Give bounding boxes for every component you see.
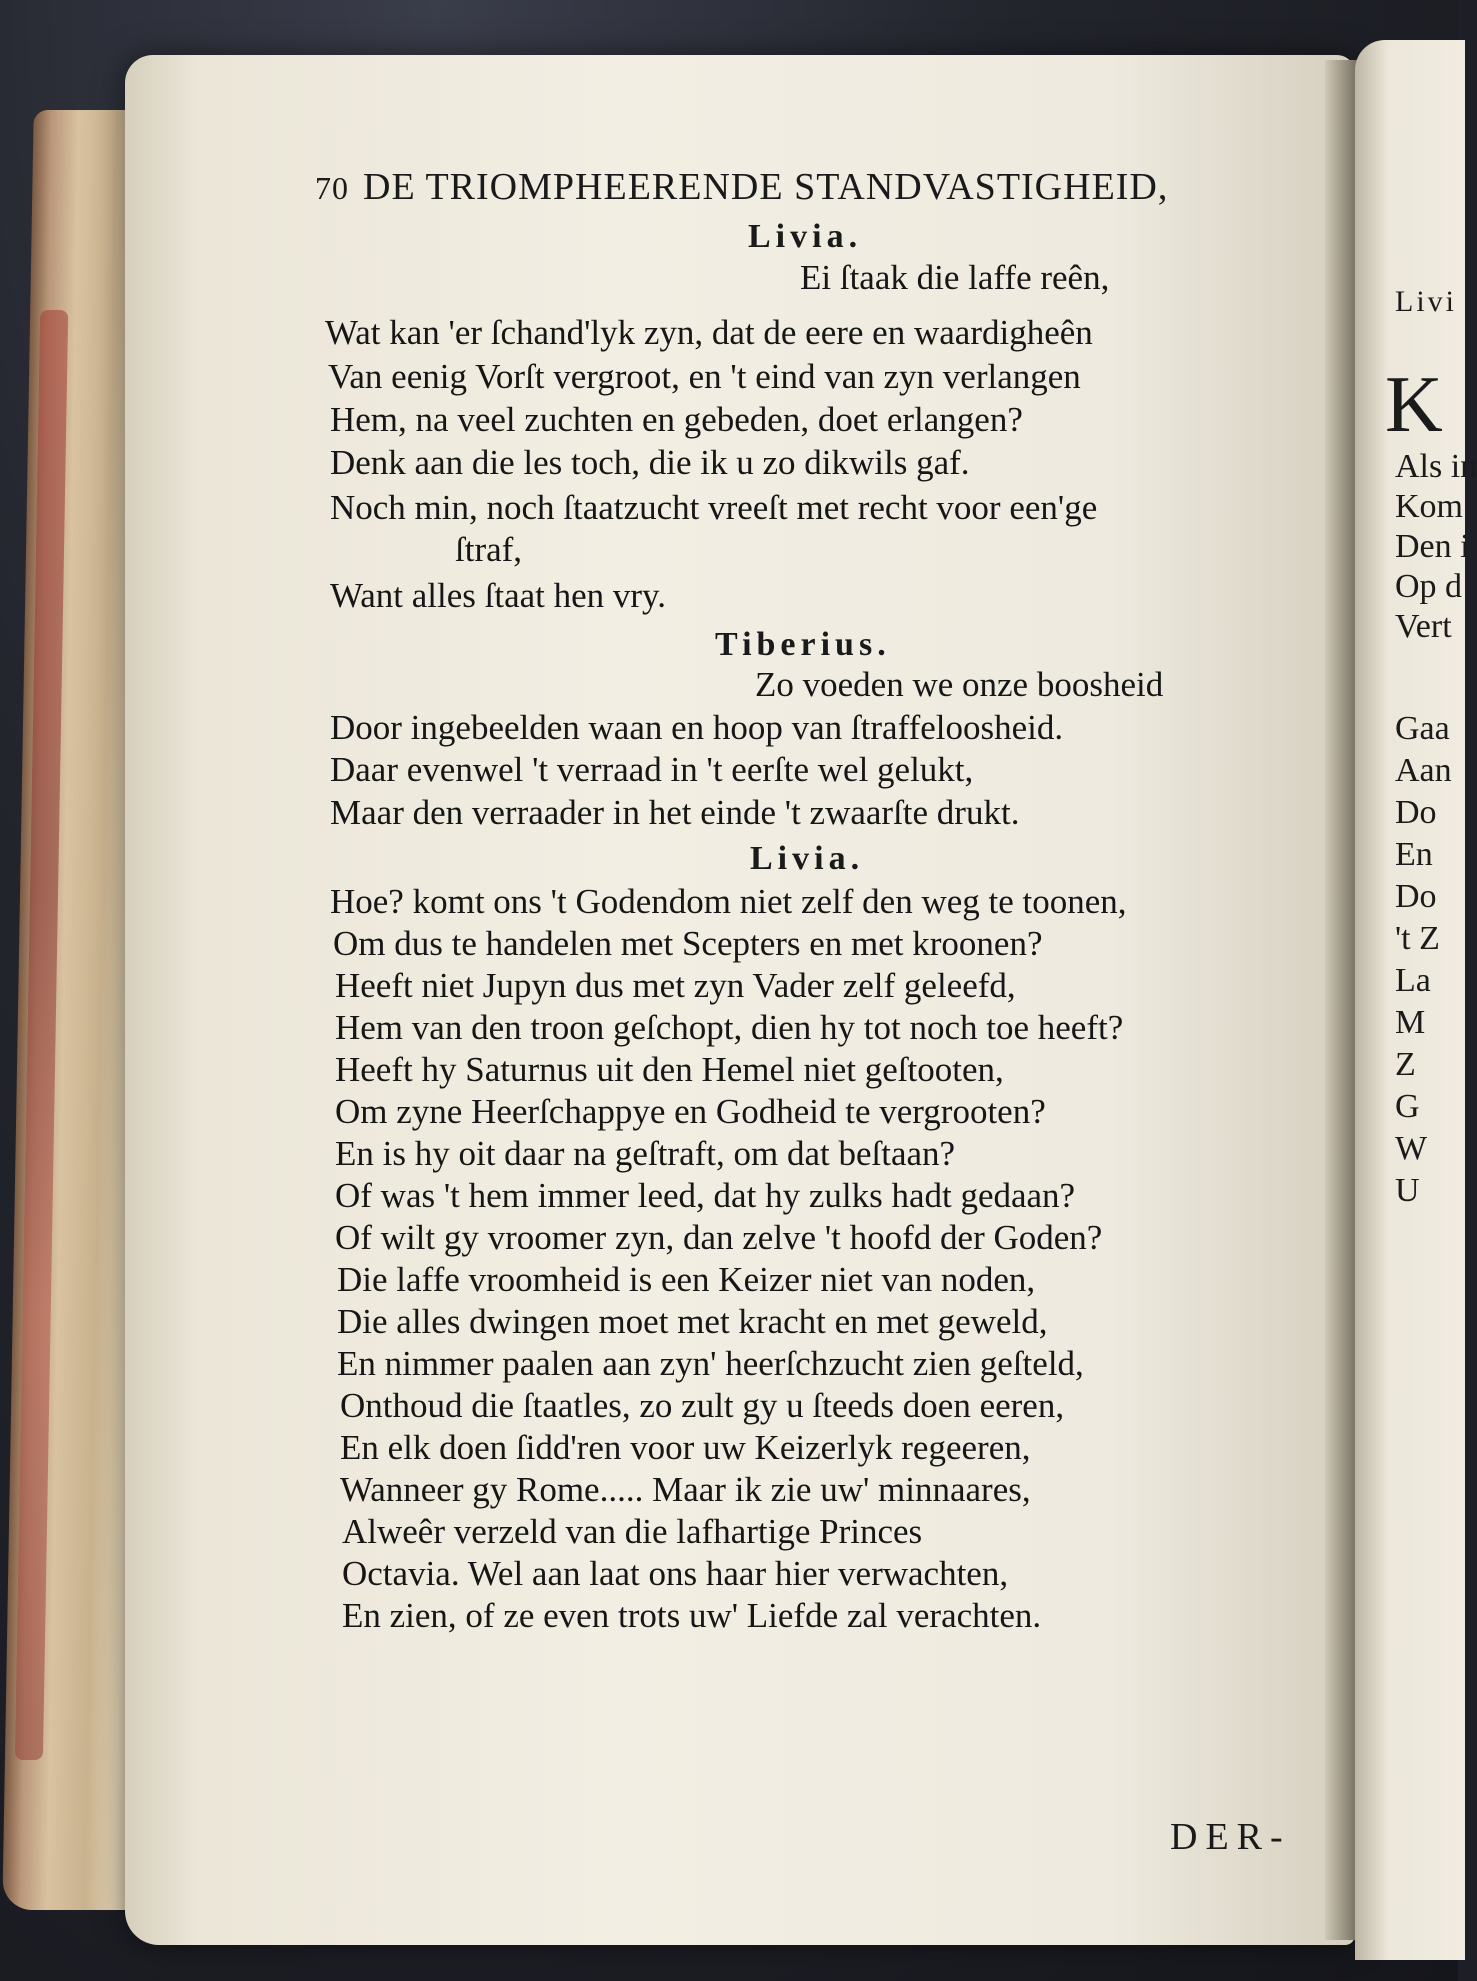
verse-line: Die alles dwingen moet met kracht en met geweld,	[337, 1302, 1048, 1341]
verse-line: Noch min, noch ſtaatzucht vreeſt met recht voor een'ge	[330, 488, 1098, 527]
verse-line: Wat kan 'er ſchand'lyk zyn, dat de eere en waardigheên	[325, 313, 1093, 352]
facing-page-dropcap: K	[1385, 361, 1443, 449]
facing-page-fragment: 't Z	[1395, 920, 1440, 957]
verse-line: Want alles ſtaat hen vry.	[330, 576, 667, 615]
verse-line: Daar evenwel 't verraad in 't eerſte wel gelukt,	[330, 750, 974, 789]
verse-line: Hoe? komt ons 't Godendom niet zelf den weg te toonen,	[330, 882, 1127, 921]
verse-line: En nimmer paalen aan zyn' heerſchzucht zien geſteld,	[337, 1344, 1084, 1383]
verse-line: Wanneer gy Rome..... Maar ik zie uw' minnaares,	[340, 1470, 1031, 1509]
facing-page-fragment: W	[1395, 1130, 1428, 1167]
verse-line: Of was 't hem immer leed, dat hy zulks hadt gedaan?	[335, 1176, 1076, 1215]
facing-page	[1355, 40, 1477, 1960]
facing-page-fragment: Op d	[1395, 568, 1463, 605]
verse-line: Van eenig Vorſt vergroot, en 't eind van zyn verlangen	[328, 357, 1081, 396]
running-header	[315, 165, 1168, 209]
facing-page-fragment: Kom	[1395, 488, 1463, 525]
verse-line: Maar den verraader in het einde 't zwaarſte drukt.	[330, 793, 1020, 832]
facing-page-fragment: Z	[1395, 1046, 1416, 1083]
verse-line: Ei ſtaak die laffe reên,	[800, 258, 1110, 297]
catchword: DER-	[1170, 1816, 1291, 1858]
facing-page-fragment: Als in	[1395, 448, 1477, 485]
facing-page-fragment: G	[1395, 1088, 1420, 1125]
verse-line: Hem, na veel zuchten en gebeden, doet erlangen?	[330, 400, 1023, 439]
facing-page-fragment: La	[1395, 962, 1431, 999]
verse-line: Alweêr verzeld van die lafhartige Princes	[342, 1512, 923, 1551]
verse-line: Onthoud die ſtaatles, zo zult gy u ſteeds doen eeren,	[340, 1386, 1065, 1425]
verse-line: Om dus te handelen met Scepters en met kroonen?	[333, 924, 1043, 963]
speaker-name: Livia.	[748, 218, 863, 255]
speaker-name: Tiberius.	[715, 626, 891, 663]
page-number: 70	[315, 170, 349, 206]
verse-line: ſtraf,	[455, 530, 523, 569]
facing-page-fragment: Livi	[1395, 285, 1457, 318]
facing-page-fragment: En	[1395, 836, 1433, 873]
verse-line: Denk aan die les toch, die ik u zo dikwils gaf.	[330, 443, 970, 482]
facing-page-fragment: Do	[1395, 878, 1437, 915]
verse-line: Octavia. Wel aan laat ons haar hier verwachten,	[342, 1554, 1009, 1593]
verse-line: Heeft niet Jupyn dus met zyn Vader zelf geleefd,	[335, 966, 1016, 1005]
verse-line: Om zyne Heerſchappye en Godheid te vergrooten?	[335, 1092, 1046, 1131]
running-title: DE TRIOMPHEERENDE STANDVASTIGHEID,	[363, 166, 1169, 208]
verse-line: Door ingebeelden waan en hoop van ſtraffeloosheid.	[330, 708, 1064, 747]
verse-line: Of wilt gy vroomer zyn, dan zelve 't hoofd der Goden?	[335, 1218, 1103, 1257]
speaker-name: Livia.	[750, 840, 865, 877]
facing-page-fragment: U	[1395, 1172, 1420, 1209]
verse-line: Die laffe vroomheid is een Keizer niet van noden,	[337, 1260, 1036, 1299]
facing-page-fragment: Den i	[1395, 528, 1470, 565]
facing-page-fragment: Do	[1395, 794, 1437, 831]
verse-line: Heeft hy Saturnus uit den Hemel niet geſtooten,	[335, 1050, 1004, 1089]
facing-page-fragment: Aan	[1395, 752, 1452, 789]
facing-page-fragment: Gaa	[1395, 710, 1450, 747]
verse-line: En elk doen ſidd'ren voor uw Keizerlyk regeeren,	[340, 1428, 1031, 1467]
facing-page-fragment: Vert	[1395, 608, 1452, 645]
verse-line: Zo voeden we onze boosheid	[755, 665, 1164, 704]
verse-line: Hem van den troon geſchopt, dien hy tot noch toe heeft?	[335, 1008, 1124, 1047]
verse-line: En zien, of ze even trots uw' Liefde zal verachten.	[342, 1596, 1042, 1635]
verse-line: En is hy oit daar na geſtraft, om dat beſtaan?	[335, 1134, 956, 1173]
facing-page-fragment: M	[1395, 1004, 1426, 1041]
